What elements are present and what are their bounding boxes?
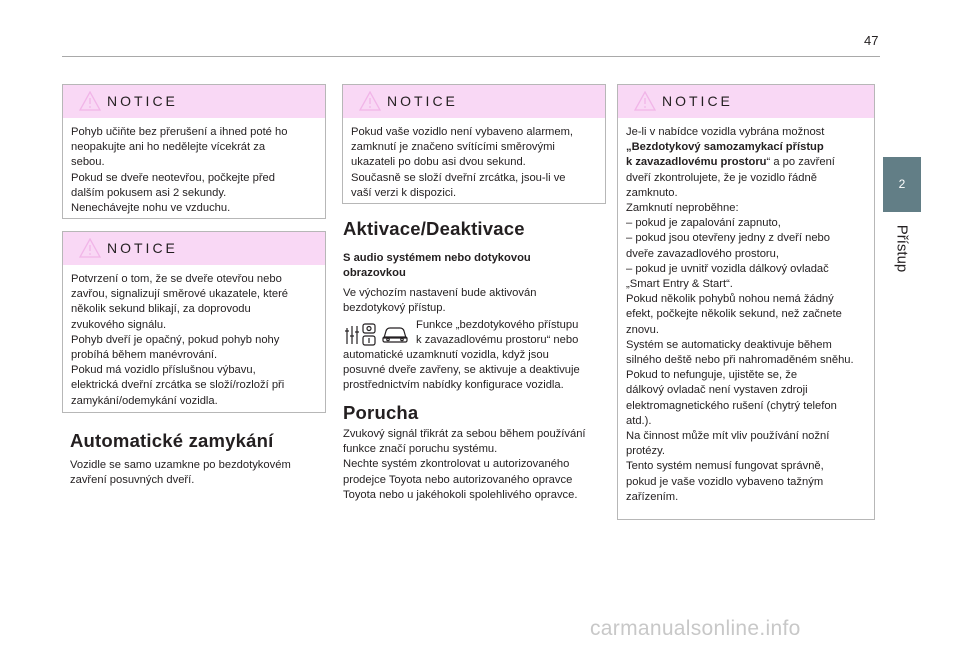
notice-header: [618, 85, 874, 118]
warning-icon: [359, 91, 381, 111]
notice-box-4: [617, 84, 875, 520]
chapter-tab[interactable]: 2: [883, 157, 921, 212]
subheading-audio-system: S audio systémem nebo dotykovou obrazovkou: [343, 252, 531, 280]
heading-automatic-locking: Automatické zamykání: [70, 430, 274, 451]
page-number: 47: [864, 33, 879, 48]
notice-title: NOTICE: [107, 240, 178, 256]
notice-text: Pokud vaše vozidlo není vybaveno alarmem, zamknutí je značeno svítícími směrovými ukazateli po dobu asi dvou sekund. Současně se složí dveřní zrcátka, jsou-li ve vaší verzi k dispozici.: [351, 126, 574, 199]
touch-access-icon: [343, 320, 377, 348]
malfunction-text: Zvukový signál třikrát za sebou během používání funkce značí poruchu systému. Nechte systém zkontrolovat u autorizovaného prodejce Toyota nebo autorizovaného opravce Toyota nebo u jakéhokoli spolehlivého opravce.: [343, 428, 586, 501]
notice-box-3: [342, 84, 606, 204]
automatic-locking-text: Vozidle se samo uzamkne po bezdotykovém zavření posuvných dveří.: [70, 459, 291, 487]
heading-activation: Aktivace/Deaktivace: [343, 218, 525, 239]
notice-title: NOTICE: [107, 93, 178, 109]
notice-text: Je-li v nabídce vozidla vybrána možnost „Bezdotykový samozamykací přístup k zavazadlovému prostoru“ a po zavření dveří zkontrolujete, že je vozidlo řádně zamknuto. Zamknutí neproběhne: – pokud je zapalování zapnuto, – pokud jsou otevřeny jedny z dveří nebo dveře zavazadlového prostoru, – pokud je uvnitř vozidla dálkový ovladač „Smart Entry & Start“. Pokud několik pohybů nohou nemá žádný efekt, počkejte několik sekund, než začnete znovu. Systém se automaticky deaktivuje během silného deště nebo při nahromaděném sněhu. Pokud to nefunguje, ujistěte se, že dálkový ovladač není vystaven zdroji elektromagnetického rušení (chytrý telefon atd.). Na činnost může mít vliv používání nožní protézy. Tento systém nemusí fungovat správně, pokud je vaše vozidlo vybaveno tažným zařízením.: [626, 126, 854, 503]
activation-text: automatické uzamknutí vozidla, když jsou posuvné dveře zavřeny, se aktivuje a deaktivuje prostřednictvím nabídky konfigurace vozidla.: [343, 349, 580, 392]
car-icon: [381, 322, 409, 346]
notice-title: NOTICE: [387, 93, 458, 109]
notice-header: [63, 232, 325, 265]
watermark: carmanualsonline.info: [590, 617, 801, 640]
notice-box-1: [62, 84, 326, 219]
notice-header: [343, 85, 605, 118]
top-rule: [62, 56, 880, 57]
warning-icon: [79, 91, 101, 111]
heading-malfunction: Porucha: [343, 402, 419, 423]
notice-box-2: [62, 231, 326, 413]
notice-text: Pohyb učiňte bez přerušení a ihned poté ho neopakujte ani ho nedělejte vícekrát za sebou. Pokud se dveře neotevřou, počkejte před dalším pokusem asi 2 sekundy. Nenechávejte nohu ve vzduchu.: [71, 126, 288, 215]
activation-intro: Ve výchozím nastavení bude aktivován bezdotykový přístup.: [343, 287, 537, 315]
function-icons: [343, 320, 409, 348]
notice-text: Potvrzení o tom, že se dveře otevřou nebo zavřou, signalizují směrové ukazatele, které několik sekund blikají, za doprovodu zvukového signálu. Pohyb dveří je opačný, pokud pohyb nohy probíhá během manévrování. Pokud má vozidlo příslušnou výbavu, elektrická dveřní zrcátka se složí/rozloží při zamykání/odemykání vozidla.: [71, 273, 289, 407]
chapter-label: Přístup: [893, 224, 911, 272]
notice-title: NOTICE: [662, 93, 733, 109]
icon-description: Funkce „bezdotykového přístupu k zavazadlovému prostoru“ nebo: [416, 319, 579, 347]
notice-header: [63, 85, 325, 118]
warning-icon: [79, 238, 101, 258]
warning-icon: [634, 91, 656, 111]
